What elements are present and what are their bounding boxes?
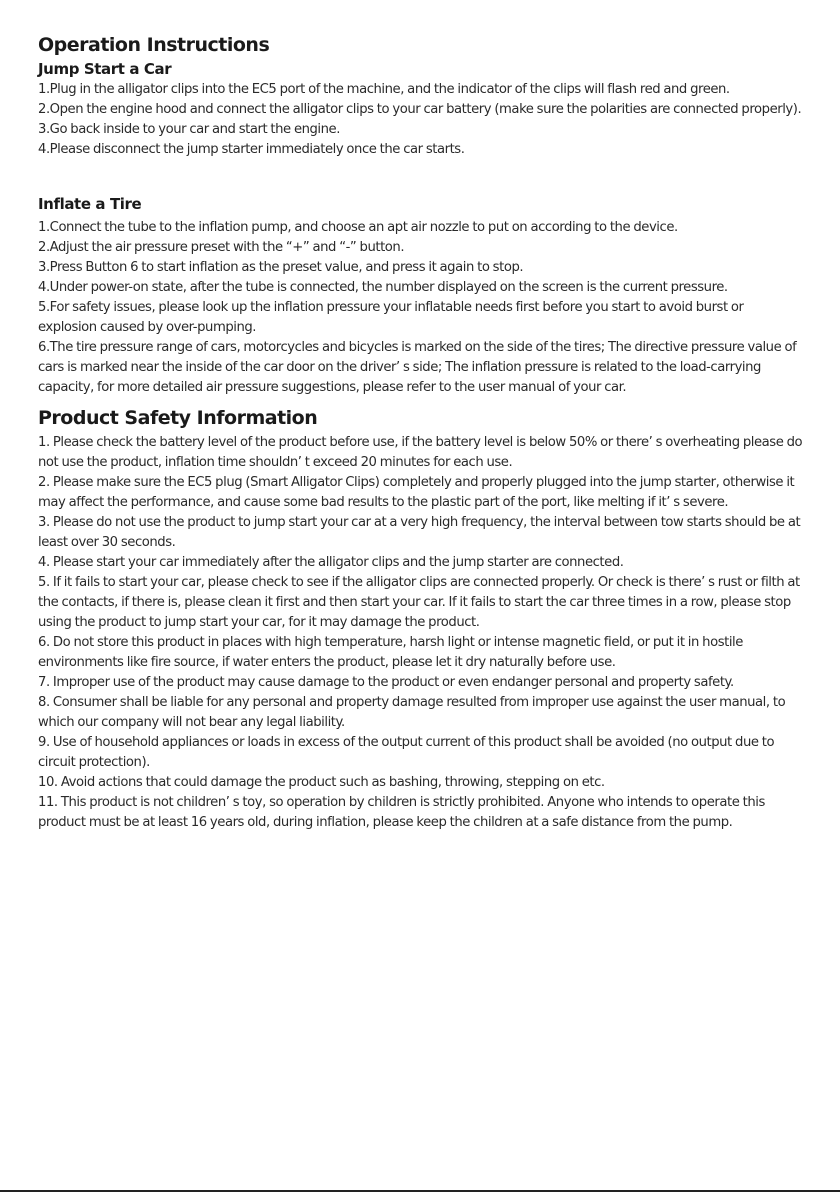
- safety-item: 6. Do not store this product in places with high temperature, harsh light or intense magnetic field, or put it in hostile environments like fire source, if water enters the product, please let it dry naturally before use.: [38, 635, 743, 670]
- jump-start-steps: [38, 80, 804, 160]
- jump-start-heading: Jump Start a Car: [38, 60, 172, 78]
- inflate-tire-step: 6.The tire pressure range of cars, motorcycles and bicycles is marked on the side of the tires; The directive pressure value of cars is marked near the inside of the car door on the driver’ s side; The inflation pressure is related to the load-carrying capacity, for more detailed air pressure suggestions, please refer to the user manual of your car.: [38, 340, 797, 395]
- product-safety-heading: Product Safety Information: [38, 407, 318, 429]
- inflate-tire-step: 3.Press Button 6 to start inflation as the preset value, and press it again to stop.: [38, 260, 524, 275]
- safety-item: 11. This product is not children’ s toy, so operation by children is strictly prohibited. Anyone who intends to operate this product must be at least 16 years old, during inflation, please keep the children at a safe distance from the pump.: [38, 795, 765, 830]
- safety-item: 4. Please start your car immediately after the alligator clips and the jump starter are connected.: [38, 555, 624, 570]
- safety-item: 9. Use of household appliances or loads in excess of the output current of this product shall be avoided (no output due to circuit protection).: [38, 735, 775, 770]
- safety-item: 2. Please make sure the EC5 plug (Smart Alligator Clips) completely and properly plugged into the jump starter, otherwise it may affect the performance, and cause some bad results to the plastic part of the port, like melting if it’ s severe.: [38, 475, 795, 510]
- jump-start-step: 4.Please disconnect the jump starter immediately once the car starts.: [38, 142, 465, 157]
- jump-start-section: [38, 58, 804, 160]
- inflate-tire-heading: Inflate a Tire: [38, 195, 142, 213]
- jump-start-step: 2.Open the engine hood and connect the alligator clips to your car battery (make sure the polarities are connected properly).: [38, 102, 802, 117]
- manual-page: [38, 32, 804, 833]
- safety-item: 3. Please do not use the product to jump start your car at a very high frequency, the interval between tow starts should be at least over 30 seconds.: [38, 515, 801, 550]
- safety-item: 8. Consumer shall be liable for any personal and property damage resulted from improper use against the user manual, to which our company will not bear any legal liability.: [38, 695, 786, 730]
- inflate-tire-steps: [38, 218, 804, 398]
- jump-start-step: 1.Plug in the alligator clips into the EC5 port of the machine, and the indicator of the clips will flash red and green.: [38, 82, 730, 97]
- product-safety-section: [38, 405, 804, 833]
- operation-instructions-heading: Operation Instructions: [38, 34, 270, 56]
- jump-start-step: 3.Go back inside to your car and start the engine.: [38, 122, 340, 137]
- inflate-tire-step: 4.Under power-on state, after the tube is connected, the number displayed on the screen is the current pressure.: [38, 280, 728, 295]
- inflate-tire-section: [38, 193, 804, 398]
- safety-item: 5. If it fails to start your car, please check to see if the alligator clips are connected properly. Or check is there’ s rust or filth at the contacts, if there is, please clean it first and then start your car. If it fails to start the car three times in a row, please stop using the product to jump start your car, for it may damage the product.: [38, 575, 800, 630]
- safety-items: [38, 433, 804, 833]
- safety-item: 1. Please check the battery level of the product before use, if the battery level is below 50% or there’ s overheating please do not use the product, inflation time shouldn’ t exceed 20 minutes for each use.: [38, 435, 803, 470]
- inflate-tire-step: 2.Adjust the air pressure preset with the “+” and “-” button.: [38, 240, 405, 255]
- inflate-tire-step: 5.For safety issues, please look up the inflation pressure your inflatable needs first before you start to avoid burst or explosion caused by over-pumping.: [38, 300, 744, 335]
- safety-item: 7. Improper use of the product may cause damage to the product or even endanger personal and property safety.: [38, 675, 734, 690]
- safety-item: 10. Avoid actions that could damage the product such as bashing, throwing, stepping on etc.: [38, 775, 605, 790]
- inflate-tire-step: 1.Connect the tube to the inflation pump, and choose an apt air nozzle to put on according to the device.: [38, 220, 678, 235]
